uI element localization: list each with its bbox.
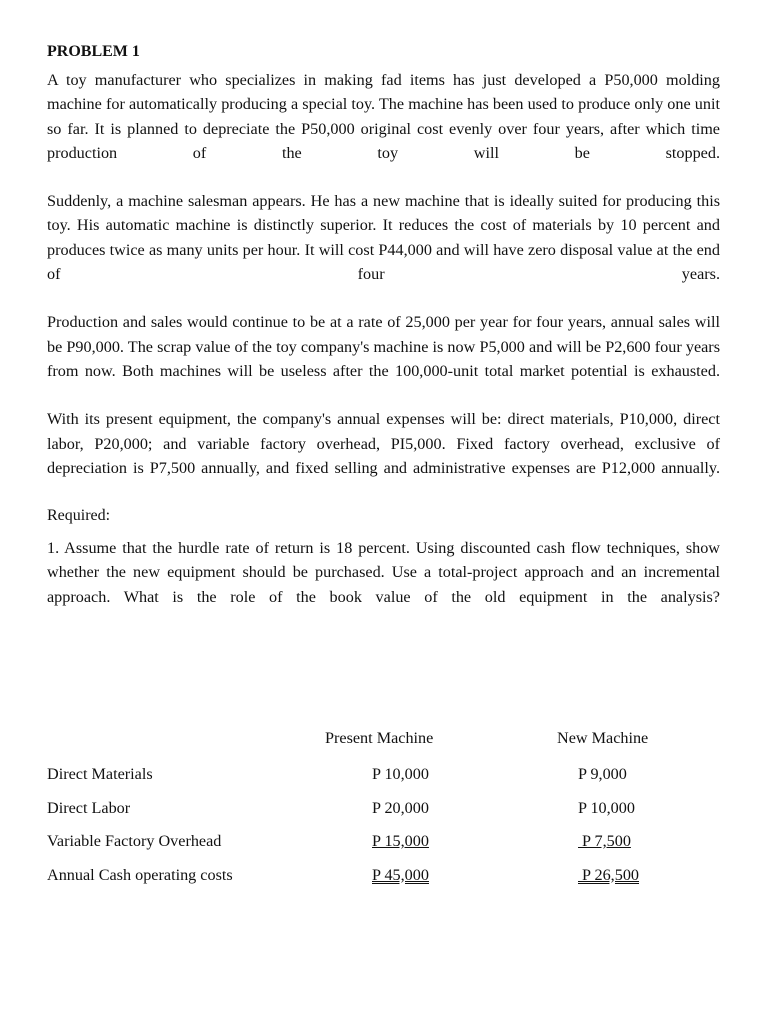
new-value: P 10,000 [578, 798, 635, 817]
new-value: P 7,500 [578, 832, 631, 850]
new-total: P 26,500 [578, 865, 640, 884]
required-label: Required: [47, 507, 111, 525]
paragraph-production: Production and sales would continue to be at a rate of 25,000 per year for four years, annual sales will be P90,000. The scrap value of the toy company's machine is now P5,000 and will be P2,600 four years from now. Both machines will be useless after the 100,000-unit total market potential is exhausted. [47, 313, 720, 380]
paragraph-expenses: With its present equipment, the company's annual expenses will be: direct materials, P10,000, direct labor, P20,000; and variable factory overhead, PI5,000. Fixed factory overhead, exclusive of depreciation is P7,500 annually, and fixed selling and administrative expenses are P12,000 annually. [47, 410, 720, 477]
question-1: 1. Assume that the hurdle rate of return is 18 percent. Using discounted cash flow techniques, show whether the new equipment should be purchased. Use a total-project approach and an incremental approach. What is the role of the book value of the old equipment in the analysis? [47, 539, 720, 606]
present-value: P 15,000 [372, 832, 429, 850]
table-row [47, 832, 720, 866]
table-row [47, 765, 720, 799]
present-value: P 20,000 [372, 798, 429, 817]
cost-comparison-table [47, 729, 720, 899]
row-label: Direct Labor [47, 798, 131, 817]
new-value: P 9,000 [578, 765, 627, 783]
row-label: Variable Factory Overhead [47, 832, 222, 850]
table-row [47, 799, 720, 833]
paragraph-salesman: Suddenly, a machine salesman appears. He has a new machine that is ideally suited for producing this toy. His automatic machine is distinctly superior. It reduces the cost of materials by 10 percent and produces twice as many units per hour. It will cost P44,000 and will have zero disposal value at the end of four years. [47, 192, 720, 284]
header-new-machine: New Machine [557, 729, 649, 747]
table-header-row [47, 729, 720, 765]
table-row [47, 866, 720, 900]
document-body [47, 40, 720, 633]
header-present-machine: Present Machine [325, 729, 434, 747]
present-value: P 10,000 [372, 765, 429, 783]
row-label: Annual Cash operating costs [47, 865, 233, 884]
problem-title: PROBLEM 1 [47, 43, 140, 60]
paragraph-intro: A toy manufacturer who specializes in making fad items has just developed a P50,000 molding machine for automatically producing a special toy. The machine has been used to produce only one unit so far. It is planned to depreciate the P50,000 original cost evenly over four years, after which time production of the toy will be stopped. [47, 71, 720, 162]
row-label: Direct Materials [47, 765, 153, 783]
present-total: P 45,000 [372, 865, 429, 884]
